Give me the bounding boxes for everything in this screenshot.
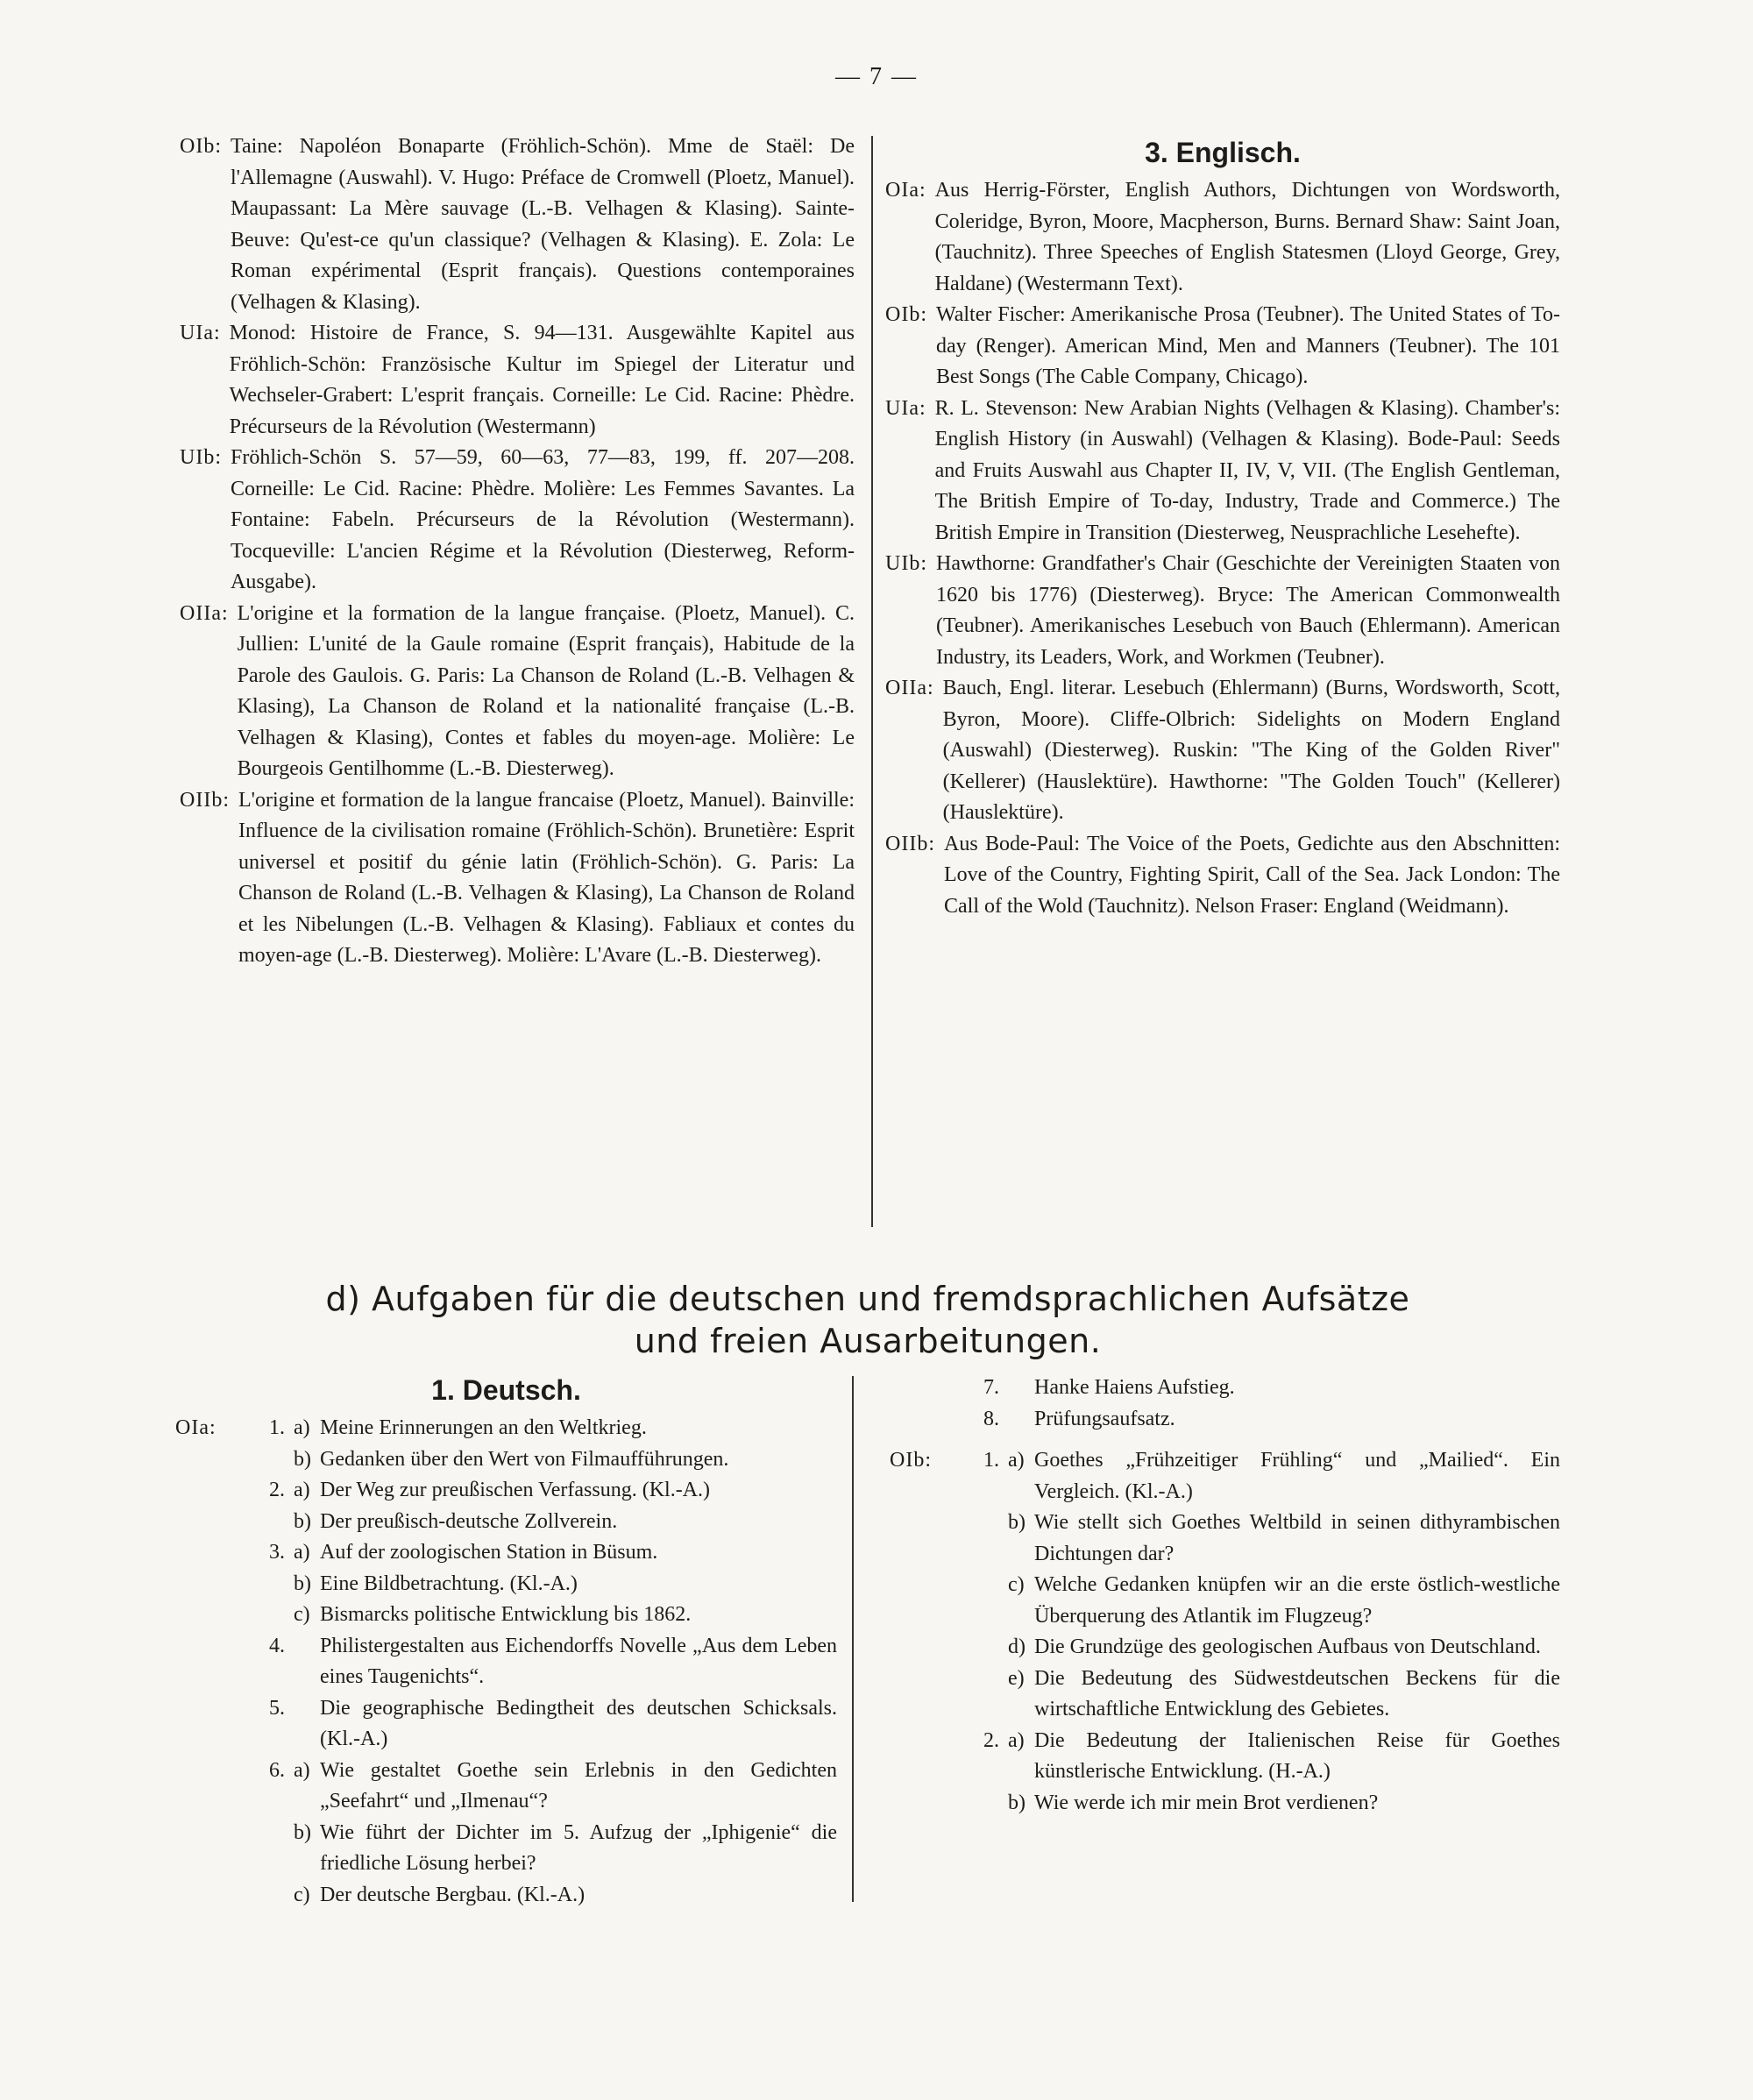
essay-item bbox=[890, 1664, 1560, 1726]
item-letter: b) bbox=[1008, 1791, 1026, 1814]
item-number: 4. bbox=[269, 1634, 285, 1657]
item-letter: a) bbox=[294, 1758, 310, 1782]
reading-entry bbox=[180, 318, 855, 443]
class-label bbox=[175, 1693, 250, 1756]
essay-item bbox=[175, 1413, 837, 1444]
entry-text: R. L. Stevenson: New Arabian Nights (Velhagen & Klasing). Chamber's: English History (in Auswahl) (Velhagen & Klasing). Bode-Paul: Seeds and Fruits Auswahl aus Chapter II, IV, V, VII. (The English Gentleman, The British Empire of To-day, Industry, Trade and Commerce.) The British Empire in Transition (Diesterweg, Neusprachliche Lesehefte). bbox=[934, 396, 1560, 544]
reading-entry bbox=[885, 829, 1560, 923]
reading-entry bbox=[885, 673, 1560, 829]
item-text: Auf der zoologischen Station in Büsum. bbox=[320, 1541, 658, 1564]
class-label: OIIa: bbox=[180, 601, 229, 625]
class-label: UIa: bbox=[180, 322, 221, 344]
deutsch-essay-list-continued bbox=[890, 1373, 1560, 1819]
class-label bbox=[175, 1880, 250, 1912]
class-label: OIb: bbox=[890, 1449, 932, 1472]
class-label: OIIb: bbox=[180, 788, 230, 812]
essay-item bbox=[175, 1475, 837, 1507]
item-letter bbox=[1008, 1404, 1034, 1436]
item-text: Wie führt der Dichter im 5. Aufzug der „Iphigenie“ die friedliche Lösung herbei? bbox=[320, 1820, 837, 1875]
item-text: Die Grundzüge des geologischen Aufbaus von Deutschland. bbox=[1034, 1635, 1541, 1658]
deutsch-heading: 1. Deutsch. bbox=[431, 1374, 581, 1406]
reading-entry bbox=[885, 549, 1560, 673]
item-letter bbox=[1008, 1373, 1034, 1404]
class-label bbox=[175, 1537, 250, 1569]
item-text: Prüfungsaufsatz. bbox=[1034, 1407, 1175, 1430]
item-text: Wie gestaltet Goethe sein Erlebnis in den Gedichten „Seefahrt“ und „Ilmenau“? bbox=[320, 1758, 837, 1813]
item-text: Philistergestalten aus Eichendorffs Novelle „Aus dem Leben eines Taugenichts“. bbox=[320, 1634, 837, 1688]
class-label bbox=[175, 1600, 250, 1631]
entry-text: Walter Fischer: Amerikanische Prosa (Teubner). The United States of To-day (Renger). American Mind, Men and Manners (Teubner). The 101 Best Songs (The Cable Company, Chicago). bbox=[936, 303, 1560, 388]
deutsch-essay-list bbox=[175, 1373, 837, 1911]
item-number: 8. bbox=[983, 1407, 999, 1430]
item-number bbox=[250, 1569, 294, 1600]
item-letter: a) bbox=[294, 1479, 310, 1501]
section-d-heading-line2: und freien Ausarbeitungen. bbox=[634, 1322, 1102, 1360]
item-number: 2. bbox=[983, 1728, 999, 1752]
class-label bbox=[175, 1631, 250, 1693]
class-label bbox=[890, 1373, 964, 1404]
essay-item bbox=[890, 1570, 1560, 1632]
entry-text: L'origine et la formation de la langue française. (Ploetz, Manuel). C. Jullien: L'unité de la Gaule romaine (Esprit français), Habitude de la Parole des Gaulois. G. Paris: La Chanson de Roland (L.-B. Velhagen & Klasing), La Chanson de Roland et la nationalité française (L.-B. Velhagen & Klasing), Contes et fables du moyen-age. Molière: Le Bourgeois Gentilhomme (L.-B. Diesterweg). bbox=[237, 601, 855, 780]
item-text: Goethes „Frühzeitiger Frühling“ und „Mailied“. Ein Vergleich. (Kl.-A.) bbox=[1034, 1449, 1560, 1503]
item-text: Gedanken über den Wert von Filmaufführungen. bbox=[320, 1447, 729, 1471]
english-reading-list bbox=[885, 131, 1560, 922]
item-letter: c) bbox=[294, 1603, 310, 1626]
class-label bbox=[890, 1404, 964, 1436]
item-number: 2. bbox=[269, 1479, 285, 1501]
item-text: Eine Bildbetrachtung. (Kl.-A.) bbox=[320, 1571, 578, 1595]
class-label bbox=[890, 1664, 964, 1726]
item-text: Der Weg zur preußischen Verfassung. (Kl.-A.) bbox=[320, 1479, 711, 1501]
item-letter: d) bbox=[1008, 1635, 1026, 1658]
item-number: 6. bbox=[269, 1758, 285, 1782]
reading-entry bbox=[885, 300, 1560, 394]
item-letter bbox=[294, 1693, 320, 1756]
class-label bbox=[175, 1756, 250, 1818]
page-number: — 7 — bbox=[835, 63, 918, 90]
item-letter: c) bbox=[1008, 1573, 1025, 1596]
column-divider-top bbox=[871, 136, 873, 1227]
class-label: OIa: bbox=[175, 1416, 216, 1439]
essay-item bbox=[175, 1600, 837, 1631]
item-number: 1. bbox=[983, 1449, 999, 1472]
item-letter: b) bbox=[294, 1820, 311, 1844]
french-reading-list bbox=[180, 131, 855, 972]
item-text: Die Bedeutung der Italienischen Reise für Goethes künstlerische Entwicklung. (H.-A.) bbox=[1034, 1728, 1560, 1783]
item-text: Der preußisch-deutsche Zollverein. bbox=[320, 1509, 618, 1533]
essay-item bbox=[175, 1444, 837, 1476]
entry-text: Monod: Histoire de France, S. 94—131. Ausgewählte Kapitel aus Fröhlich-Schön: Französische Kultur im Spiegel der Literatur und Wechseler-Grabert: L'esprit français. Corneille: Le Cid. Racine: Phèdre. Précurseurs de la Révolution (Westermann) bbox=[229, 322, 855, 438]
item-number: 3. bbox=[269, 1541, 285, 1564]
class-label: OIIa: bbox=[885, 677, 934, 699]
item-letter: a) bbox=[294, 1541, 310, 1564]
item-letter: b) bbox=[294, 1447, 311, 1471]
essay-item bbox=[175, 1880, 837, 1912]
item-text: Meine Erinnerungen an den Weltkrieg. bbox=[320, 1416, 647, 1439]
class-label bbox=[175, 1507, 250, 1538]
reading-entry bbox=[180, 599, 855, 785]
item-text: Der deutsche Bergbau. (Kl.-A.) bbox=[320, 1883, 586, 1906]
class-label: UIa: bbox=[885, 396, 926, 420]
section-d-heading-line1: d) Aufgaben für die deutschen und fremdsprachlichen Aufsätze bbox=[325, 1280, 1410, 1318]
class-label bbox=[175, 1475, 250, 1507]
item-letter: c) bbox=[294, 1883, 310, 1906]
essay-item bbox=[175, 1507, 837, 1538]
essay-item bbox=[890, 1404, 1560, 1436]
reading-entry bbox=[180, 443, 855, 599]
class-label: OIb: bbox=[885, 303, 927, 326]
item-number: 1. bbox=[269, 1416, 285, 1439]
item-text: Welche Gedanken knüpfen wir an die erste östlich-westliche Überquerung des Atlantik im Flugzeug? bbox=[1034, 1573, 1560, 1628]
item-number bbox=[250, 1600, 294, 1631]
item-text: Wie stellt sich Goethes Weltbild in seinen dithyrambischen Dichtungen dar? bbox=[1034, 1511, 1560, 1565]
reading-entry bbox=[885, 394, 1560, 550]
class-label: UIb: bbox=[885, 552, 927, 575]
essay-item bbox=[175, 1537, 837, 1569]
item-number bbox=[250, 1444, 294, 1476]
item-number bbox=[964, 1664, 1008, 1726]
item-number bbox=[964, 1570, 1008, 1632]
reading-entry bbox=[885, 175, 1560, 300]
reading-entry bbox=[180, 785, 855, 972]
essay-item bbox=[890, 1788, 1560, 1820]
class-label bbox=[175, 1444, 250, 1476]
item-number bbox=[250, 1818, 294, 1880]
essay-item bbox=[175, 1756, 837, 1818]
item-number: 5. bbox=[269, 1696, 285, 1720]
class-label bbox=[890, 1508, 964, 1570]
essay-item bbox=[175, 1569, 837, 1600]
item-letter: a) bbox=[294, 1416, 310, 1439]
item-text: Bismarcks politische Entwicklung bis 1862. bbox=[320, 1603, 692, 1626]
item-text: Die Bedeutung des Südwestdeutschen Beckens für die wirtschaftliche Entwicklung des Gebietes. bbox=[1034, 1666, 1560, 1720]
class-label: OIb: bbox=[180, 135, 222, 158]
essay-item bbox=[890, 1726, 1560, 1788]
entry-text: Hawthorne: Grandfather's Chair (Geschichte der Vereinigten Staaten von 1620 bis 1776) (Diesterweg). Bryce: The American Commonwealth (Teubner). Amerikanisches Lesebuch von Bauch (Ehlermann). American Industry, its Leaders, Work, and Workmen (Teubner). bbox=[936, 552, 1560, 669]
item-letter: a) bbox=[1008, 1728, 1025, 1752]
entry-text: Fröhlich-Schön S. 57—59, 60—63, 77—83, 199, ff. 207—208. Corneille: Le Cid. Racine: Phèdre. Molière: Les Femmes Savantes. La Fontaine: Fabeln. Précurseurs de la Révolution (Westermann). Tocqueville: L'ancien Régime et la Révolution (Diesterweg, Reform-Ausgabe). bbox=[231, 446, 855, 593]
essay-item bbox=[175, 1631, 837, 1693]
essay-item bbox=[175, 1818, 837, 1880]
column-divider-bottom bbox=[852, 1376, 854, 1902]
item-text: Wie werde ich mir mein Brot verdienen? bbox=[1034, 1791, 1379, 1814]
item-number: 7. bbox=[983, 1376, 999, 1399]
item-letter: b) bbox=[294, 1509, 311, 1533]
item-letter: a) bbox=[1008, 1449, 1025, 1472]
item-number bbox=[250, 1880, 294, 1912]
item-number bbox=[964, 1632, 1008, 1664]
essay-item bbox=[890, 1373, 1560, 1404]
entry-text: L'origine et formation de la langue francaise (Ploetz, Manuel). Bainville: Influence de la civilisation romaine (Fröhlich-Schön). Brunetière: Esprit universel et positif du génie latin (Fröhlich-Schön). G. Paris: La Chanson de Roland (L.-B. Velhagen & Klasing), La Chanson de Roland et les Nibelungen (L.-B. Velhagen & Klasing). Fabliaux et contes du moyen-age (L.-B. Diesterweg). Molière: L'Avare (L.-B. Diesterweg). bbox=[238, 788, 855, 967]
entry-text: Aus Bode-Paul: The Voice of the Poets, Gedichte aus den Abschnitten: Love of the Country, Fighting Spirit, Call of the Sea. Jack London: The Call of the Wold (Tauchnitz). Nelson Fraser: England (Weidmann). bbox=[943, 832, 1560, 918]
item-text: Hanke Haiens Aufstieg. bbox=[1034, 1376, 1235, 1399]
entry-text: Bauch, Engl. literar. Lesebuch (Ehlermann) (Burns, Wordsworth, Scott, Byron, Moore). Cliffe-Olbrich: Sidelights on Modern England (Auswahl) (Diesterweg). Ruskin: "The King of the Golden River" (Kellerer) (Hauslektüre). Hawthorne: "The Golden Touch" (Kellerer) (Hauslektüre). bbox=[942, 677, 1560, 824]
class-label: OIa: bbox=[885, 179, 926, 202]
essay-item bbox=[890, 1508, 1560, 1570]
item-number bbox=[964, 1788, 1008, 1820]
item-letter: b) bbox=[294, 1571, 311, 1595]
class-label bbox=[890, 1788, 964, 1820]
item-number bbox=[964, 1508, 1008, 1570]
reading-entry bbox=[180, 131, 855, 318]
entry-text: Taine: Napoléon Bonaparte (Fröhlich-Schön). Mme de Staël: De l'Allemagne (Auswahl). V. Hugo: Préface de Cromwell (Ploetz, Manuel). Maupassant: La Mère sauvage (L.-B. Velhagen & Klasing). Sainte-Beuve: Qu'est-ce qu'un classique? (Velhagen & Klasing). E. Zola: Le Roman expérimental (Esprit français). Questions contemporaines (Velhagen & Klasing). bbox=[231, 135, 855, 314]
class-label bbox=[890, 1726, 964, 1788]
class-label bbox=[175, 1818, 250, 1880]
item-letter: e) bbox=[1008, 1666, 1025, 1690]
essay-item bbox=[175, 1693, 837, 1756]
class-label bbox=[890, 1570, 964, 1632]
class-label: UIb: bbox=[180, 446, 222, 469]
entry-text: Aus Herrig-Förster, English Authors, Dichtungen von Wordsworth, Coleridge, Byron, Moore, Macpherson, Burns. Bernard Shaw: Saint Joan, (Tauchnitz). Three Speeches of English Statesmen (Lloyd George, Grey, Haldane) (Westermann Text). bbox=[934, 179, 1560, 295]
class-label bbox=[175, 1569, 250, 1600]
section-d-heading bbox=[175, 1278, 1560, 1362]
item-text: Die geographische Bedingtheit des deutschen Schicksals. (Kl.-A.) bbox=[320, 1696, 837, 1750]
class-label bbox=[890, 1632, 964, 1664]
english-heading: 3. Englisch. bbox=[1145, 137, 1301, 168]
item-letter bbox=[294, 1631, 320, 1693]
essay-item bbox=[890, 1445, 1560, 1508]
item-number bbox=[250, 1507, 294, 1538]
class-label: OIIb: bbox=[885, 832, 935, 855]
item-letter: b) bbox=[1008, 1511, 1026, 1534]
essay-item bbox=[890, 1632, 1560, 1664]
